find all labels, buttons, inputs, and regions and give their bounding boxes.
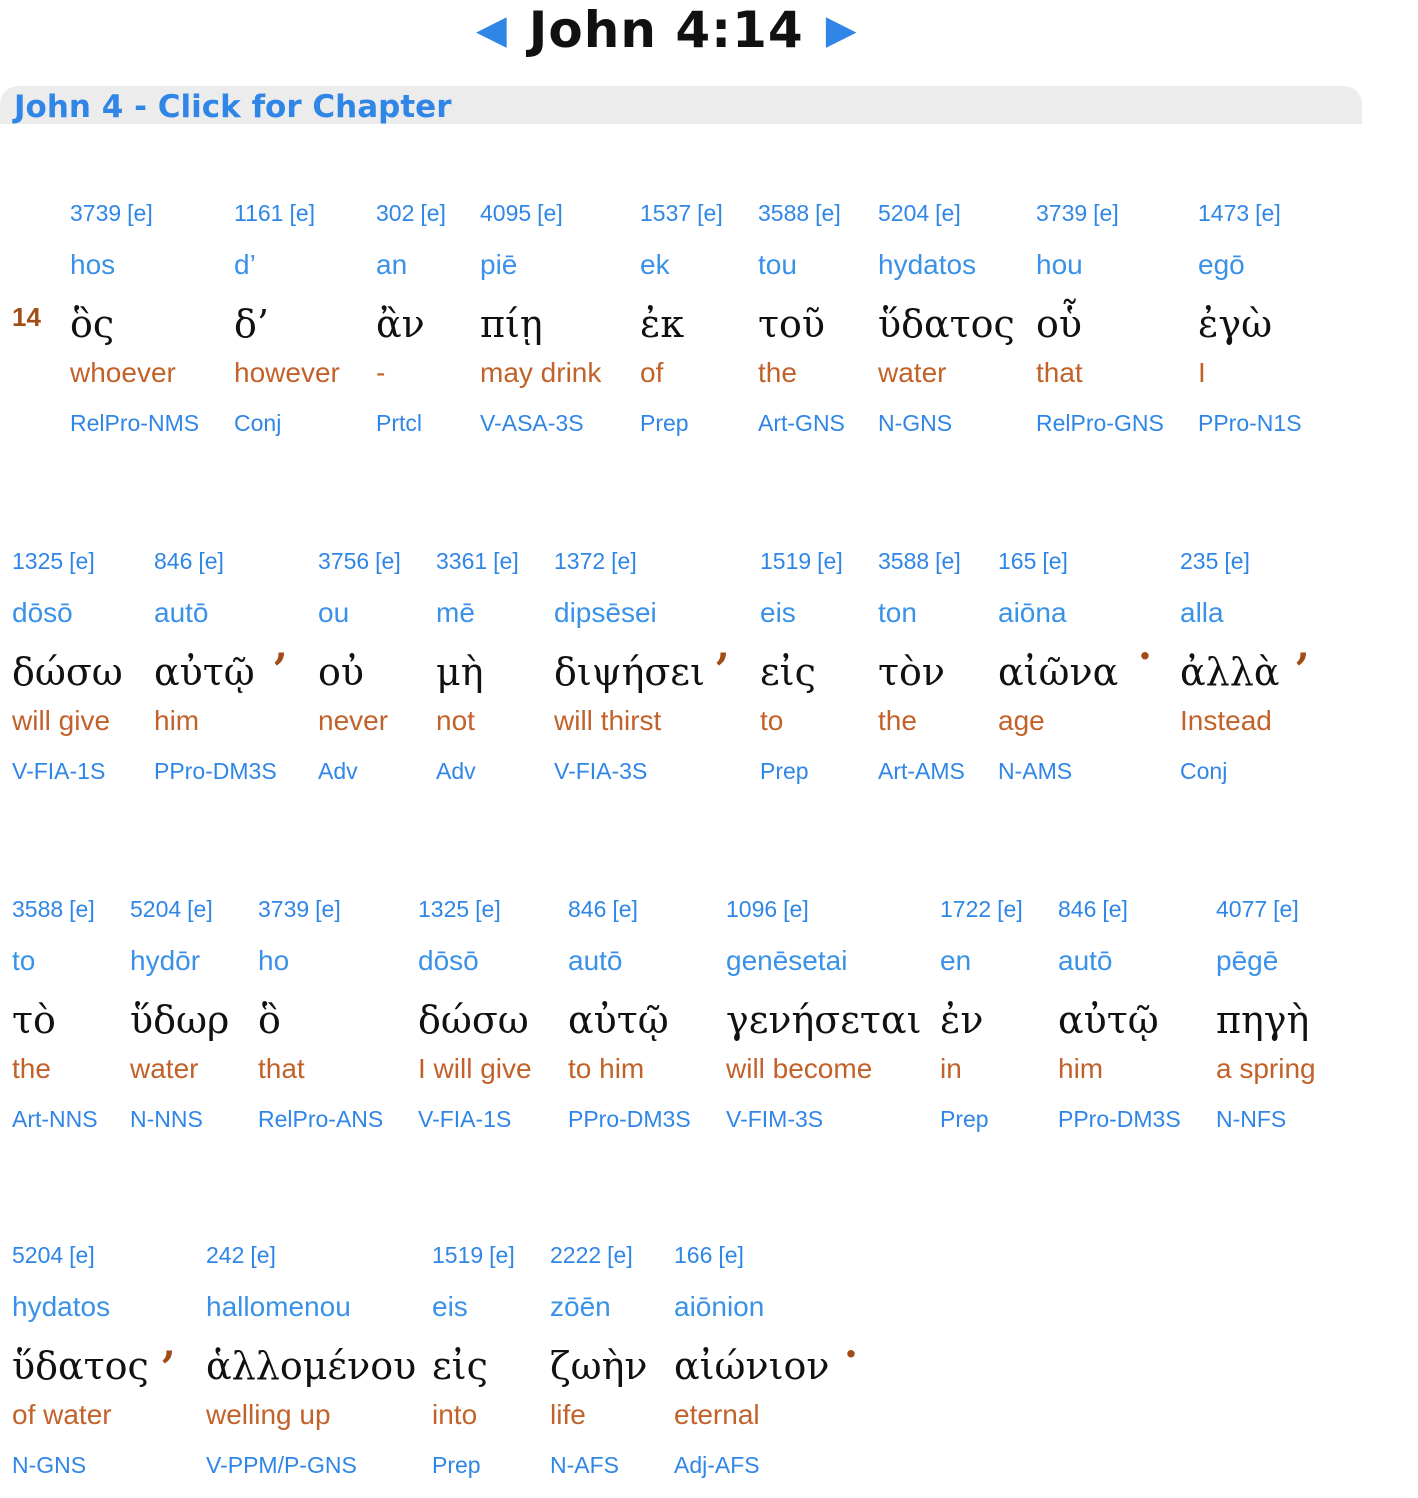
englishmans-concordance-link[interactable]: [e] [489,1242,515,1268]
english-gloss: will give [12,705,111,736]
transliteration-link[interactable]: hydōr [130,945,201,976]
greek-word: εἰς [432,1344,488,1388]
english-gloss: a spring [1216,1053,1316,1084]
strongs-number[interactable]: 1325 [12,548,64,574]
parsing-code-link[interactable]: N-AFS [550,1452,619,1478]
english-gloss: of [640,357,664,388]
strongs-number-link[interactable] [568,894,691,946]
greek-word: δώσω [418,998,529,1042]
punctuation-mark: . [844,1320,858,1367]
englishmans-concordance-link[interactable]: [e] [250,1242,276,1268]
englishmans-concordance-link[interactable]: [e] [69,896,95,922]
english-gloss: in [940,1053,962,1084]
englishmans-concordance-link[interactable]: [e] [697,200,723,226]
transliteration-link[interactable]: mē [436,597,475,628]
englishmans-concordance-link[interactable]: [e] [997,896,1023,922]
transliteration-link[interactable]: autō [568,945,623,976]
strongs-number-link[interactable] [258,894,383,946]
englishmans-concordance-link[interactable]: [e] [612,896,638,922]
greek-word: πηγὴ [1216,998,1310,1042]
strongs-number-link[interactable] [1180,546,1280,598]
greek-word: εἰς [760,650,816,694]
english-gloss: will become [726,1053,873,1084]
greek-word: διψήσει [554,650,705,694]
greek-word: ὃς [70,302,115,346]
english-gloss: water [878,357,947,388]
englishmans-concordance-link[interactable]: [e] [1255,200,1281,226]
english-gloss: not [436,705,475,736]
englishmans-concordance-link[interactable]: [e] [420,200,446,226]
transliteration-link[interactable]: to [12,945,36,976]
greek-word: ὕδατος [12,1344,149,1388]
transliteration-link[interactable]: tou [758,249,797,280]
english-gloss: of water [12,1399,112,1430]
greek-word: αὐτῷ [154,650,255,694]
page-title: John 4:14 [528,1,804,59]
parsing-code-link[interactable]: Prep [940,1106,989,1132]
interlinear-word [940,894,1023,1134]
english-gloss: - [376,357,386,388]
transliteration-link[interactable]: aiōnion [674,1291,765,1322]
transliteration-link[interactable]: ton [878,597,917,628]
interlinear-word [318,546,401,786]
interlinear-word [130,894,229,1134]
english-gloss: the [758,357,797,388]
transliteration-link[interactable]: d’ [234,249,256,280]
english-gloss: Instead [1180,705,1272,736]
transliteration-link[interactable]: ho [258,945,290,976]
strongs-number[interactable]: 3588 [878,548,930,574]
interlinear-word [1216,894,1316,1134]
punctuation-mark: , [162,1320,176,1367]
parsing-code-link[interactable]: PPro-DM3S [154,758,277,784]
parsing-code-link[interactable]: Adv [318,758,358,784]
punctuation-mark: , [1296,622,1310,669]
strongs-number-link[interactable] [1198,198,1302,250]
strongs-number[interactable]: 1722 [940,896,992,922]
greek-word: αὐτῷ [1058,998,1159,1042]
strongs-number[interactable]: 1473 [1198,200,1250,226]
parsing-code-link[interactable]: N-AMS [998,758,1073,784]
transliteration-link[interactable]: autō [154,597,209,628]
next-verse-arrow-icon[interactable]: ▶ [825,8,857,52]
parsing-code-link[interactable]: Art-GNS [758,410,845,436]
interlinear-word [878,198,1015,438]
interlinear-word [436,546,519,786]
verse-number: 14 [12,302,41,332]
transliteration-link[interactable]: alla [1180,597,1224,628]
greek-word: ἂν [376,302,425,346]
interlinear-word [1198,198,1302,438]
parsing-code-link[interactable]: Prep [760,758,809,784]
strongs-number-link[interactable] [998,546,1118,598]
english-gloss: I will give [418,1053,532,1084]
interlinear-word [12,1240,149,1480]
transliteration-link[interactable]: genēsetai [726,945,848,976]
strongs-number[interactable]: 3756 [318,548,370,574]
englishmans-concordance-link[interactable]: [e] [817,548,843,574]
transliteration-link[interactable]: zōēn [550,1291,611,1322]
strongs-number-link[interactable] [758,198,845,250]
transliteration-link[interactable]: hou [1036,249,1083,280]
parsing-code-link[interactable]: N-NFS [1216,1106,1287,1132]
englishmans-concordance-link[interactable]: [e] [718,1242,744,1268]
strongs-number[interactable]: 302 [376,200,415,226]
interlinear-word [674,1240,830,1480]
greek-word: μὴ [436,650,484,694]
englishmans-concordance-link[interactable]: [e] [493,548,519,574]
englishmans-concordance-link[interactable]: [e] [289,200,316,226]
transliteration-link[interactable]: an [376,249,408,280]
greek-word: τοῦ [758,302,826,346]
punctuation-mark: , [716,622,730,669]
strongs-number-link[interactable] [70,198,199,250]
transliteration-link[interactable]: pēgē [1216,945,1279,976]
english-gloss: to [760,705,784,736]
interlinear-word [1036,198,1164,438]
englishmans-concordance-link[interactable]: [e] [475,896,501,922]
parsing-code-link[interactable]: V-FIA-1S [12,758,106,784]
parsing-code-link[interactable]: Conj [234,410,282,436]
englishmans-concordance-link[interactable]: [e] [69,548,95,574]
strongs-number[interactable]: 2222 [550,1242,602,1268]
strongs-number[interactable]: 4077 [1216,896,1268,922]
strongs-number[interactable]: 3739 [258,896,310,922]
strongs-number[interactable]: 4095 [480,200,532,226]
englishmans-concordance-link[interactable]: [e] [611,548,637,574]
strongs-number-link[interactable] [12,1240,149,1292]
strongs-number-link[interactable] [674,1240,830,1292]
english-gloss: the [12,1053,51,1084]
strongs-number[interactable]: 3588 [12,896,64,922]
parsing-code-link[interactable]: Conj [1180,758,1228,784]
interlinear-word [206,1240,416,1480]
transliteration-link[interactable]: dōsō [418,945,479,976]
strongs-number-link[interactable] [154,546,277,598]
greek-word: οὗ [1036,302,1082,346]
englishmans-concordance-link[interactable]: [e] [783,896,809,922]
strongs-number-link[interactable] [878,546,965,598]
transliteration-link[interactable]: ek [640,249,670,280]
english-gloss: that [1036,357,1083,388]
strongs-number[interactable]: 3361 [436,548,488,574]
parsing-code-link[interactable]: V-PPM/P-GNS [206,1452,357,1478]
greek-word: οὐ [318,650,364,694]
strongs-number[interactable]: 1161 [234,200,284,226]
greek-word: ὃ [258,998,281,1042]
english-gloss: him [154,705,200,736]
parsing-code-link[interactable]: Art-NNS [12,1106,98,1132]
parsing-code-link[interactable]: Prep [432,1452,481,1478]
strongs-number-link[interactable] [12,546,123,598]
transliteration-link[interactable]: dōsō [12,597,73,628]
strongs-number-link[interactable] [206,1240,416,1292]
englishmans-concordance-link[interactable]: [e] [375,548,401,574]
parsing-code-link[interactable]: V-FIA-3S [554,758,648,784]
interlinear-word [1058,894,1181,1134]
englishmans-concordance-link[interactable]: [e] [1093,200,1119,226]
strongs-number-link[interactable] [12,894,98,946]
strongs-number-link[interactable] [726,894,921,946]
strongs-number-link[interactable] [760,546,843,598]
transliteration-link[interactable]: eis [760,597,796,628]
english-gloss: welling up [206,1399,331,1430]
strongs-number-link[interactable] [130,894,229,946]
transliteration-link[interactable]: en [940,945,972,976]
interlinear-word [998,546,1118,786]
strongs-number-link[interactable] [1036,198,1164,250]
parsing-code-link[interactable]: Adv [436,758,476,784]
strongs-number-link[interactable] [554,546,705,598]
english-gloss: whoever [70,357,176,388]
english-gloss: may drink [480,357,602,388]
greek-word: αὐτῷ [568,998,669,1042]
interlinear-word [568,894,691,1134]
interlinear-word [432,1240,515,1480]
greek-word: ὕδατος [878,302,1015,346]
englishmans-concordance-link[interactable]: [e] [935,200,961,226]
englishmans-concordance-link[interactable]: [e] [1102,896,1128,922]
interlinear-word [376,198,446,438]
page-header [0,0,1418,60]
strongs-number[interactable]: 846 [1058,896,1097,922]
interlinear-word [640,198,723,438]
interlinear-word [726,894,921,1134]
english-gloss: water [130,1053,199,1084]
previous-verse-arrow-icon[interactable]: ◀ [476,8,507,52]
greek-word: ζωὴν [550,1344,648,1388]
title-bar [476,2,856,58]
interlinear-word [554,546,705,786]
strongs-number[interactable]: 1325 [418,896,470,922]
interlinear-word [12,894,98,1134]
parsing-code-link[interactable]: Adj-AFS [674,1452,760,1478]
english-gloss: the [878,705,917,736]
interlinear-word [234,198,340,438]
parsing-code-link[interactable]: PPro-DM3S [568,1106,691,1132]
english-gloss: however [234,357,340,388]
interlinear-word [258,894,383,1134]
greek-word: ὕδωρ [130,998,230,1042]
strongs-number[interactable]: 3739 [1036,200,1088,226]
strongs-number[interactable]: 5204 [878,200,930,226]
englishmans-concordance-link[interactable]: [e] [315,896,341,922]
transliteration-link[interactable]: piē [480,249,518,280]
englishmans-concordance-link[interactable]: [e] [935,548,961,574]
parsing-code-link[interactable]: V-FIM-3S [726,1106,824,1132]
strongs-number[interactable]: 846 [568,896,607,922]
strongs-number[interactable]: 1519 [760,548,812,574]
chapter-link[interactable]: John 4 - Click for Chapter [14,89,452,125]
strongs-number[interactable]: 3739 [70,200,122,226]
interlinear-word [760,546,843,786]
english-gloss: eternal [674,1399,760,1430]
greek-word: γενήσεται [726,998,922,1042]
transliteration-link[interactable]: eis [432,1291,468,1322]
strongs-number[interactable]: 166 [674,1242,713,1268]
english-gloss: will thirst [554,705,662,736]
strongs-number-link[interactable] [376,198,446,250]
english-gloss: to him [568,1053,645,1084]
interlinear-word [1180,546,1280,786]
strongs-number[interactable]: 1096 [726,896,778,922]
interlinear-word [878,546,965,786]
greek-word: αἰῶνα [998,650,1119,694]
parsing-code-link[interactable]: N-GNS [12,1452,87,1478]
greek-word: δώσω [12,650,123,694]
parsing-code-link[interactable]: RelPro-NMS [70,410,200,436]
transliteration-link[interactable]: ou [318,597,350,628]
englishmans-concordance-link[interactable]: [e] [127,200,153,226]
english-gloss: never [318,705,389,736]
greek-word: ἁλλομένου [206,1344,417,1388]
englishmans-concordance-link[interactable]: [e] [198,548,224,574]
english-gloss: age [998,705,1045,736]
englishmans-concordance-link[interactable]: [e] [187,896,213,922]
parsing-code-link[interactable]: Art-AMS [878,758,965,784]
strongs-number[interactable]: 242 [206,1242,245,1268]
greek-word: τὸν [878,650,946,694]
greek-word: ἀλλὰ [1180,650,1280,694]
parsing-code-link[interactable]: RelPro-ANS [258,1106,384,1132]
strongs-number-link[interactable] [1216,894,1316,946]
greek-word: ἐν [940,998,984,1042]
punctuation-mark: . [1138,622,1152,669]
strongs-number[interactable]: 165 [998,548,1037,574]
transliteration-link[interactable]: hallomenou [206,1291,351,1322]
english-gloss: I [1198,357,1206,388]
english-gloss: life [550,1399,586,1430]
parsing-code-link[interactable]: PPro-N1S [1198,410,1302,436]
strongs-number-link[interactable] [878,198,1015,250]
strongs-number[interactable]: 235 [1180,548,1219,574]
englishmans-concordance-link[interactable]: [e] [607,1242,633,1268]
strongs-number[interactable]: 3588 [758,200,810,226]
parsing-code-link[interactable]: PPro-DM3S [1058,1106,1181,1132]
englishmans-concordance-link[interactable]: [e] [1224,548,1250,574]
interlinear-word [70,198,199,438]
strongs-number-link[interactable] [234,198,340,250]
greek-word: ἐκ [640,302,685,346]
englishmans-concordance-link[interactable]: [e] [537,200,563,226]
transliteration-link[interactable]: dipsēsei [554,597,657,628]
strongs-number-link[interactable] [550,1240,647,1292]
transliteration-link[interactable]: autō [1058,945,1113,976]
strongs-number[interactable]: 846 [154,548,193,574]
interlinear-word [550,1240,647,1480]
strongs-number-link[interactable] [436,546,519,598]
strongs-number[interactable]: 1519 [432,1242,484,1268]
interlinear-word [12,546,123,786]
transliteration-link[interactable]: egō [1198,249,1245,280]
greek-word: ἐγὼ [1198,302,1273,346]
parsing-code-link[interactable]: N-NNS [130,1106,203,1132]
interlinear-word [758,198,845,438]
greek-word: δ’ [234,302,269,346]
parsing-code-link[interactable]: Prep [640,410,689,436]
strongs-number-link[interactable] [418,894,532,946]
englishmans-concordance-link[interactable]: [e] [815,200,841,226]
parsing-code-link[interactable]: RelPro-GNS [1036,410,1164,436]
punctuation-mark: , [274,622,288,669]
strongs-number[interactable]: 1537 [640,200,692,226]
greek-word: πίῃ [480,302,543,346]
greek-word: τὸ [12,998,56,1042]
transliteration-link[interactable]: hydatos [12,1291,111,1322]
interlinear-word [418,894,532,1134]
strongs-number-link[interactable] [480,198,601,250]
strongs-number[interactable]: 5204 [12,1242,64,1268]
interlinear-word [154,546,277,786]
englishmans-concordance-link[interactable]: [e] [1273,896,1299,922]
strongs-number-link[interactable] [1058,894,1181,946]
parsing-code-link[interactable]: V-ASA-3S [480,410,584,436]
strongs-number-link[interactable] [640,198,723,250]
greek-word: αἰώνιον [674,1344,830,1388]
english-gloss: him [1058,1053,1104,1084]
strongs-number-link[interactable] [432,1240,515,1292]
transliteration-link[interactable]: hos [70,249,116,280]
parsing-code-link[interactable]: N-GNS [878,410,953,436]
strongs-number-link[interactable] [940,894,1023,946]
transliteration-link[interactable]: aiōna [998,597,1067,628]
englishmans-concordance-link[interactable]: [e] [69,1242,95,1268]
english-gloss: into [432,1399,478,1430]
strongs-number[interactable]: 1372 [554,548,606,574]
interlinear-word [480,198,601,438]
englishmans-concordance-link[interactable]: [e] [1042,548,1068,574]
strongs-number-link[interactable] [318,546,401,598]
parsing-code-link[interactable]: Prtcl [376,410,422,436]
english-gloss: that [258,1053,305,1084]
parsing-code-link[interactable]: V-FIA-1S [418,1106,512,1132]
strongs-number[interactable]: 5204 [130,896,182,922]
transliteration-link[interactable]: hydatos [878,249,977,280]
